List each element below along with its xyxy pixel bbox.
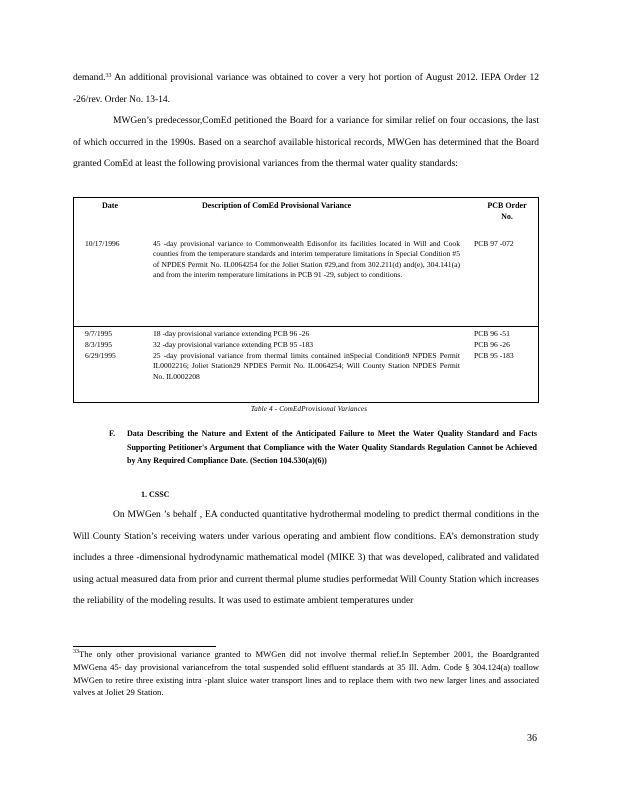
table-row-2-order: PCB 96 -51	[474, 329, 510, 338]
paragraph-modeling: On MWGen ’s behalf , EA conducted quantitative hydrothermal modeling to predict thermal conditions in the Will County Station’s receiving waters under various operating and ambient flow conditions. EA’s demonstration study includes a three -dimensional hydrodynamic mathematical model (MIKE 3) that was developed, calibrated and validated using actual measured data from prior and current thermal plume studies performedat Will County Station which increases the reliability of the modeling results. It was used to estimate ambient temperatures under	[73, 510, 539, 606]
table-row-4-date: 6/29/1995	[85, 351, 116, 360]
table-row-1-date: 10/17/1996	[85, 239, 120, 248]
header-order: PCB Order No.	[487, 201, 527, 221]
row-divider	[74, 326, 538, 327]
page-number: 36	[527, 733, 537, 744]
table-row-3-order: PCB 96 -26	[474, 340, 510, 349]
paragraph-demand: demand.$^{33}$ An additional provisional variance was obtained to cover a very hot portion of August 2012. IEPA Order 12 -26/rev. Order No. 13-14.	[73, 73, 539, 105]
footnote-text: The only other provisional variance granted to MWGen did not involve thermal relief.In September 2001, the Boardgranted MWGena 45- day provisional variancefrom the total suspended solid effluent standards at 35 Ill. Adm. Code § 304.124(a) toallow MWGen to retire three existing intra -plant sluice water transport lines and to replace them with two new larger lines and associated valves at Joliet 29 Station.	[73, 649, 539, 698]
footnote-number: 33	[73, 649, 79, 655]
section-title: Data Describing the Nature and Extent of the Anticipated Failure to Meet the Water Quality Standard and Facts Supporting Petitioner's Argument that Compliance with the Water Quality Standards Regulation Cannot be Achieved by Any Required Compliance Date. (Section 104.530(a)(6))	[127, 429, 537, 465]
footnote-separator	[73, 646, 216, 647]
paragraph-predecessor: MWGen’s predecessor,ComEd petitioned the Board for a variance for similar relief on four occasions, the last of which occurred in the 1990s. Based on a searchof available historical records, MWGen has determined that the Board granted ComEd at least the following provisional variances from the thermal water quality standards:	[73, 116, 539, 169]
table-row-2-date: 9/7/1995	[85, 329, 113, 338]
footnote	[73, 648, 539, 699]
header-date: Date	[102, 201, 118, 210]
footnote-reference[interactable]: 33	[105, 73, 112, 79]
table-row-1-order: PCB 97 -072	[474, 239, 514, 248]
table-row-3-description: 32 -day provisional variance extending PCB 95 -183	[153, 340, 314, 349]
table-row-3-date: 8/3/1995	[85, 340, 113, 349]
table-row-4-description: 25 -day provisional variance from thermal limits contained inSpecial Condition9 NPDES Permit IL0002216; Joliet Station29 NPDES Permit No. IL0064254; Will County Station NPDES Permit No. IL0002208	[153, 351, 460, 381]
header-description: Description of ComEd Provisional Variance	[202, 201, 352, 210]
table-row-1-description: 45 -day provisional variance to Commonwealth Edisonfor its facilities located in Will and Cook counties from the temperature standards and interim temperature limitations in Special Condition #5 of NPDES Permit No. IL0064254 for the Joliet Station #29,and from 302.211(d) and(e), 304.141(a) and from the interim temperature limitations in PCB 91 -29, subject to conditions.	[153, 239, 460, 280]
variance-table	[73, 197, 539, 403]
table-row-4-order: PCB 95 -183	[474, 351, 514, 360]
table-caption: Table 4 - ComEdProvisional Variances	[250, 405, 368, 413]
subsection-heading-cssc: 1. CSSC	[141, 490, 170, 499]
section-letter: F.	[109, 429, 116, 438]
table-row-2-description: 18 -day provisional variance extending PCB 96 -26	[153, 329, 310, 338]
